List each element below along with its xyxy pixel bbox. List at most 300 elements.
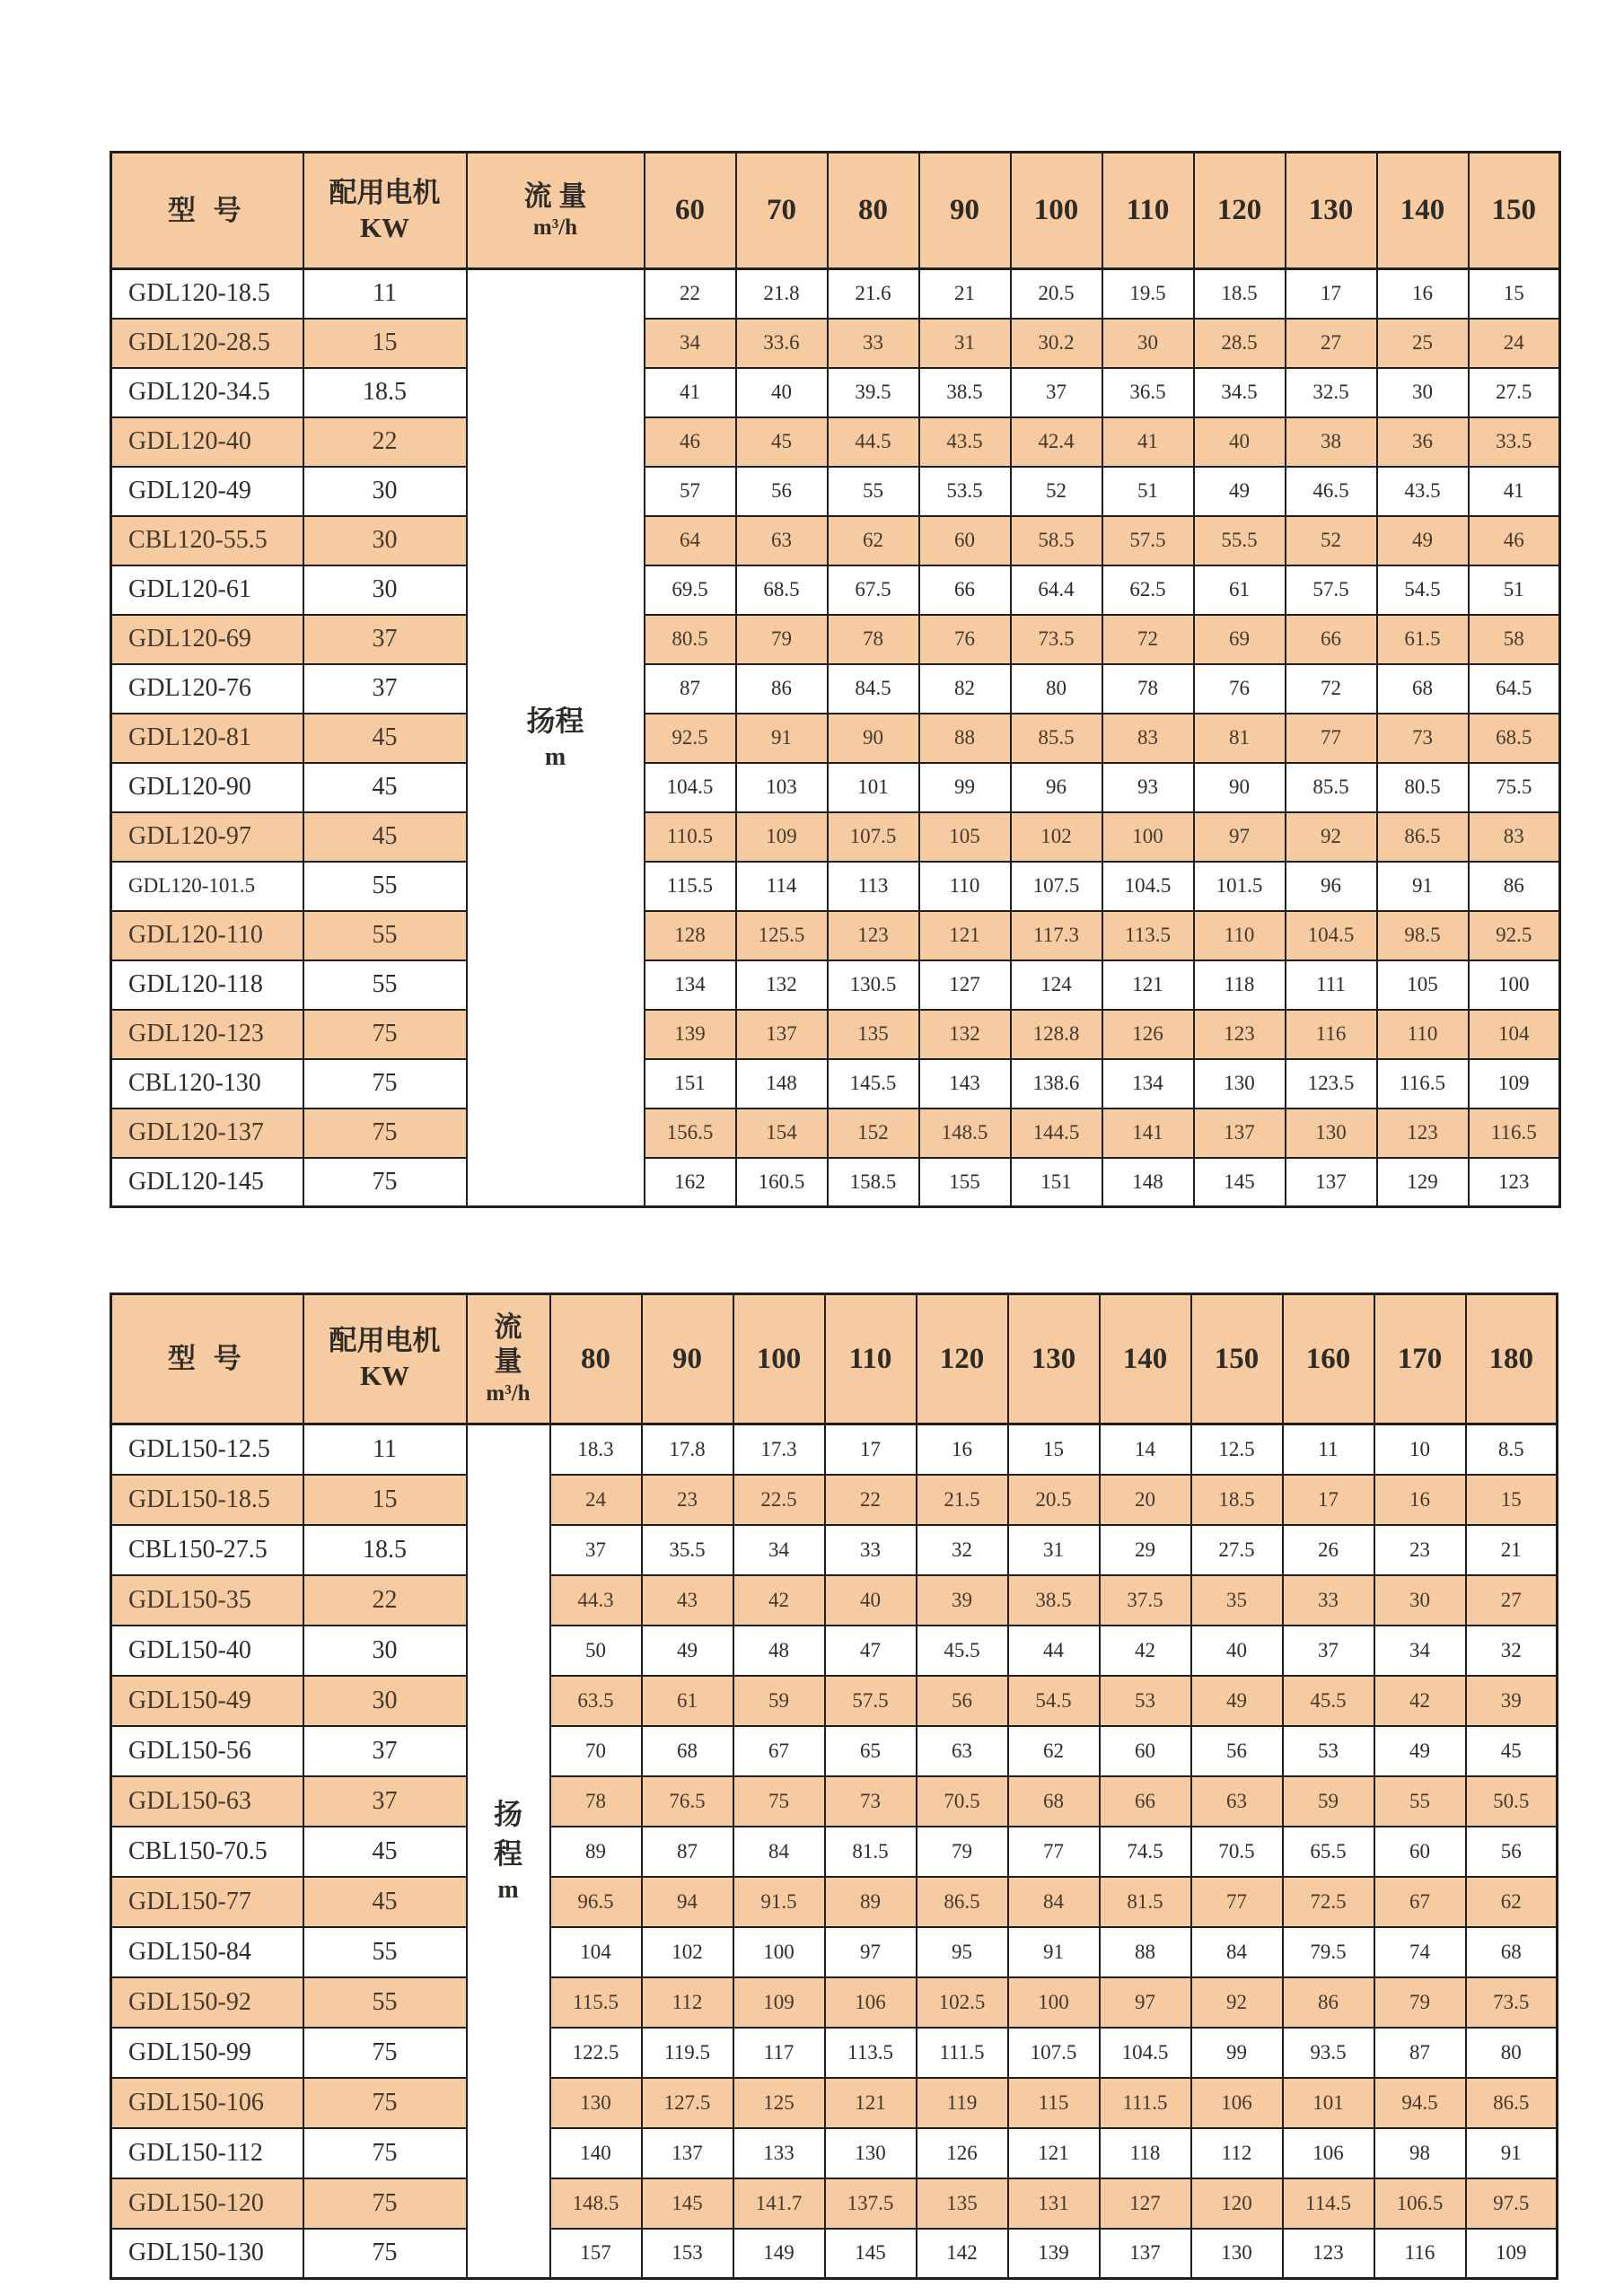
head-value-cell bbox=[1194, 565, 1286, 615]
head-value-cell-text: 151 bbox=[1040, 1170, 1072, 1193]
head-value-cell bbox=[1286, 960, 1377, 1010]
head-value-cell bbox=[1011, 615, 1102, 664]
head-value-cell-text: 130 bbox=[855, 2141, 886, 2164]
head-value-cell-text: 98.5 bbox=[1404, 924, 1441, 946]
head-value-cell-text: 30 bbox=[1412, 381, 1433, 403]
flow-rate-header-text: 180 bbox=[1488, 1342, 1533, 1375]
motor-kw-cell-text: 37 bbox=[372, 625, 398, 653]
head-value-cell bbox=[1102, 368, 1194, 417]
table-row bbox=[111, 714, 1560, 763]
head-value-cell-text: 126 bbox=[946, 2141, 978, 2164]
model-cell bbox=[111, 1059, 303, 1109]
head-value-cell bbox=[1008, 1726, 1100, 1776]
head-value-cell-text: 118 bbox=[1224, 973, 1255, 995]
head-value-cell-text: 145 bbox=[855, 2241, 886, 2265]
head-value-cell bbox=[1191, 1575, 1283, 1626]
table-row bbox=[111, 1158, 1560, 1207]
head-value-cell bbox=[825, 1575, 917, 1626]
model-cell-text: GDL150-40 bbox=[128, 1635, 251, 1664]
head-value-cell bbox=[1286, 911, 1377, 960]
head-value-cell bbox=[828, 615, 919, 664]
head-value-cell-text: 68 bbox=[677, 1739, 698, 1762]
flow-rate-header bbox=[1008, 1294, 1100, 1424]
head-unit-label-text: m bbox=[544, 742, 566, 771]
head-value-cell bbox=[828, 664, 919, 714]
head-value-cell bbox=[1377, 911, 1469, 960]
motor-column-header-text: KW bbox=[359, 1360, 410, 1391]
head-value-cell-text: 145 bbox=[1224, 1170, 1255, 1193]
head-value-cell-text: 97 bbox=[860, 1940, 881, 1963]
flow-rate-header bbox=[1011, 153, 1102, 269]
head-value-cell-text: 110 bbox=[1407, 1022, 1438, 1045]
motor-kw-cell bbox=[303, 1424, 467, 1475]
head-value-cell bbox=[550, 2229, 642, 2279]
head-value-cell bbox=[1011, 319, 1102, 368]
motor-kw-cell-text: 75 bbox=[372, 1069, 398, 1097]
flow-rate-header-text: 140 bbox=[1122, 1342, 1168, 1375]
head-value-cell bbox=[1469, 467, 1560, 516]
flow-rate-header bbox=[917, 1294, 1008, 1424]
head-value-cell-text: 56 bbox=[952, 1688, 972, 1712]
head-value-cell bbox=[1286, 1109, 1377, 1158]
table-row bbox=[111, 1626, 1558, 1676]
flow-rate-header-text: 110 bbox=[848, 1342, 892, 1375]
head-value-cell bbox=[919, 269, 1011, 319]
head-value-cell bbox=[736, 368, 828, 417]
head-value-cell bbox=[825, 1424, 917, 1475]
model-cell bbox=[111, 1676, 303, 1726]
head-value-cell-text: 35.5 bbox=[669, 1538, 706, 1561]
flow-rate-header bbox=[550, 1294, 642, 1424]
head-value-cell-text: 138.6 bbox=[1032, 1072, 1080, 1094]
head-value-cell-text: 91.5 bbox=[760, 1889, 797, 1913]
head-value-cell bbox=[733, 1877, 825, 1927]
table-row bbox=[111, 812, 1560, 862]
head-value-cell-text: 23 bbox=[1409, 1538, 1430, 1561]
model-cell-text: GDL150-84 bbox=[128, 1937, 251, 1966]
model-cell-text: CBL120-55.5 bbox=[128, 526, 268, 554]
head-value-cell bbox=[645, 417, 736, 467]
head-value-cell-text: 64.5 bbox=[1496, 677, 1532, 699]
head-value-cell bbox=[919, 1059, 1011, 1109]
head-value-cell bbox=[550, 2128, 642, 2178]
motor-kw-cell-text: 45 bbox=[372, 1887, 398, 1915]
head-value-cell bbox=[550, 1877, 642, 1927]
head-value-cell bbox=[917, 1877, 1008, 1927]
head-value-cell-text: 109 bbox=[1498, 1072, 1530, 1094]
head-value-cell-text: 106 bbox=[1221, 2090, 1252, 2114]
head-value-cell bbox=[1283, 1626, 1374, 1676]
head-value-cell-text: 116.5 bbox=[1490, 1121, 1537, 1144]
head-value-cell bbox=[550, 1776, 642, 1827]
head-value-cell-text: 123 bbox=[857, 924, 889, 946]
head-value-cell bbox=[828, 960, 919, 1010]
head-value-cell bbox=[1102, 1109, 1194, 1158]
head-value-cell-text: 96.5 bbox=[577, 1889, 614, 1913]
head-value-cell bbox=[828, 911, 919, 960]
table-row bbox=[111, 1927, 1558, 1977]
head-value-cell-text: 33 bbox=[1318, 1588, 1339, 1611]
head-value-cell bbox=[645, 467, 736, 516]
head-value-cell bbox=[1283, 2128, 1374, 2178]
motor-kw-cell bbox=[303, 1776, 467, 1827]
head-value-cell bbox=[1283, 1977, 1374, 2028]
pump-table-gdl150 bbox=[110, 1293, 1558, 2280]
flow-column-header bbox=[467, 153, 645, 269]
head-value-cell-text: 77 bbox=[1043, 1839, 1064, 1862]
head-value-cell-text: 45 bbox=[771, 430, 792, 452]
head-value-cell bbox=[550, 2028, 642, 2078]
head-value-cell bbox=[825, 1676, 917, 1726]
flow-rate-header-text: 170 bbox=[1397, 1342, 1443, 1375]
head-value-cell bbox=[736, 664, 828, 714]
head-value-cell bbox=[1008, 1776, 1100, 1827]
head-value-cell bbox=[1469, 664, 1560, 714]
motor-kw-cell bbox=[303, 615, 467, 664]
head-value-cell-text: 79 bbox=[952, 1839, 972, 1862]
motor-kw-cell bbox=[303, 1726, 467, 1776]
head-value-cell-text: 56 bbox=[1226, 1739, 1247, 1762]
model-cell bbox=[111, 911, 303, 960]
head-value-cell-text: 141.7 bbox=[755, 2191, 803, 2214]
head-value-cell-text: 42 bbox=[1135, 1638, 1155, 1661]
head-value-cell-text: 127 bbox=[949, 973, 980, 995]
head-value-cell-text: 105 bbox=[949, 825, 980, 847]
head-value-cell bbox=[1194, 812, 1286, 862]
head-value-cell-text: 15 bbox=[1503, 282, 1524, 305]
header-row bbox=[111, 1294, 1558, 1424]
head-value-cell-text: 51 bbox=[1503, 578, 1524, 600]
head-value-cell bbox=[1466, 1475, 1558, 1525]
head-value-cell-text: 110 bbox=[949, 874, 980, 897]
head-value-cell bbox=[919, 1010, 1011, 1059]
head-value-cell-text: 78 bbox=[1137, 677, 1158, 699]
model-cell-text: GDL120-49 bbox=[128, 477, 251, 504]
head-value-cell-text: 21.5 bbox=[944, 1487, 980, 1511]
model-cell bbox=[111, 763, 303, 812]
head-value-cell bbox=[1469, 565, 1560, 615]
head-value-cell-text: 56 bbox=[771, 479, 792, 502]
model-cell bbox=[111, 1726, 303, 1776]
head-value-cell-text: 114 bbox=[766, 874, 797, 897]
head-value-cell-text: 17.8 bbox=[669, 1437, 706, 1460]
head-value-cell-text: 76 bbox=[1229, 677, 1250, 699]
head-value-cell-text: 75 bbox=[768, 1789, 789, 1812]
head-value-cell-text: 59 bbox=[1318, 1789, 1339, 1812]
head-value-cell bbox=[1008, 2028, 1100, 2078]
head-value-cell-text: 123 bbox=[1407, 1121, 1438, 1144]
head-value-cell bbox=[1377, 516, 1469, 565]
model-cell-text: CBL150-70.5 bbox=[128, 1836, 268, 1865]
head-value-cell bbox=[1008, 1424, 1100, 1475]
head-value-cell-text: 39 bbox=[1500, 1688, 1522, 1712]
table-body bbox=[111, 269, 1560, 1207]
head-value-cell-text: 41 bbox=[680, 381, 700, 403]
head-value-cell bbox=[1469, 615, 1560, 664]
head-value-cell-text: 106 bbox=[855, 1990, 886, 2013]
head-value-cell bbox=[733, 1776, 825, 1827]
head-value-cell bbox=[828, 319, 919, 368]
head-value-cell-text: 69 bbox=[1229, 627, 1250, 650]
head-value-cell-text: 151 bbox=[674, 1072, 706, 1094]
head-value-cell bbox=[550, 1827, 642, 1877]
head-value-cell bbox=[1286, 714, 1377, 763]
head-value-cell bbox=[1469, 1158, 1560, 1207]
pump-table-gdl120 bbox=[110, 151, 1561, 1208]
head-value-cell-text: 110 bbox=[1224, 924, 1255, 946]
head-value-cell-text: 86 bbox=[1503, 874, 1524, 897]
head-value-cell-text: 27.5 bbox=[1218, 1538, 1255, 1561]
head-value-cell-text: 92 bbox=[1321, 825, 1341, 847]
head-value-cell-text: 97.5 bbox=[1493, 2191, 1530, 2214]
head-value-cell bbox=[1469, 911, 1560, 960]
head-value-cell bbox=[919, 1158, 1011, 1207]
head-value-cell bbox=[917, 1827, 1008, 1877]
motor-kw-cell bbox=[303, 812, 467, 862]
head-value-cell-text: 60 bbox=[1135, 1739, 1155, 1762]
head-value-cell-text: 111.5 bbox=[1122, 2090, 1168, 2114]
head-value-cell bbox=[1377, 467, 1469, 516]
head-value-cell bbox=[1100, 2078, 1191, 2128]
motor-kw-cell-text: 18.5 bbox=[363, 378, 407, 406]
head-value-cell bbox=[1100, 1927, 1191, 1977]
head-value-cell bbox=[1191, 1525, 1283, 1575]
flow-column-header-text: 量 bbox=[494, 1345, 522, 1378]
head-value-cell bbox=[1194, 714, 1286, 763]
model-cell bbox=[111, 664, 303, 714]
head-value-cell bbox=[736, 960, 828, 1010]
head-value-cell-text: 148 bbox=[1132, 1170, 1163, 1193]
head-value-cell bbox=[1011, 862, 1102, 911]
head-value-cell-text: 58 bbox=[1503, 627, 1524, 650]
table-row bbox=[111, 1877, 1558, 1927]
head-value-cell-text: 96 bbox=[1321, 874, 1341, 897]
head-value-cell bbox=[1377, 714, 1469, 763]
head-value-cell bbox=[919, 368, 1011, 417]
model-cell-text: GDL120-110 bbox=[128, 921, 263, 949]
head-value-cell-text: 69.5 bbox=[672, 578, 708, 600]
model-column-header bbox=[111, 153, 303, 269]
head-value-cell bbox=[1194, 1158, 1286, 1207]
head-value-cell bbox=[1194, 862, 1286, 911]
head-value-cell bbox=[828, 368, 919, 417]
head-value-cell-text: 34 bbox=[680, 331, 700, 354]
head-value-cell bbox=[1374, 2078, 1466, 2128]
head-value-cell bbox=[917, 1776, 1008, 1827]
head-value-cell bbox=[642, 1977, 733, 2028]
head-value-cell bbox=[1194, 319, 1286, 368]
head-value-cell-text: 121 bbox=[855, 2090, 886, 2114]
model-column-header-text: 型 号 bbox=[167, 194, 247, 226]
table-header bbox=[111, 1294, 1558, 1424]
head-value-cell-text: 44 bbox=[1043, 1638, 1064, 1661]
head-value-cell bbox=[1102, 1059, 1194, 1109]
motor-kw-cell-text: 11 bbox=[373, 279, 397, 308]
head-value-cell-text: 70 bbox=[585, 1739, 606, 1762]
table-row bbox=[111, 565, 1560, 615]
head-value-cell-text: 135 bbox=[857, 1022, 889, 1045]
head-value-cell-text: 119 bbox=[946, 2090, 978, 2114]
head-value-cell-text: 68 bbox=[1412, 677, 1433, 699]
model-cell-text: GDL120-90 bbox=[128, 773, 251, 801]
head-value-cell bbox=[919, 714, 1011, 763]
head-value-cell-text: 91 bbox=[1043, 1940, 1064, 1963]
head-value-cell bbox=[828, 516, 919, 565]
head-value-cell-text: 86.5 bbox=[944, 1889, 980, 1913]
motor-kw-cell-text: 22 bbox=[372, 1585, 398, 1614]
head-value-cell-text: 130 bbox=[580, 2090, 611, 2114]
head-value-cell-text: 107.5 bbox=[1032, 874, 1080, 897]
head-value-cell-text: 86 bbox=[1318, 1990, 1339, 2013]
flow-rate-header bbox=[1469, 153, 1560, 269]
head-value-cell bbox=[919, 615, 1011, 664]
head-unit-label bbox=[467, 269, 645, 1207]
head-value-cell bbox=[1466, 1525, 1558, 1575]
head-value-cell-text: 52 bbox=[1321, 529, 1341, 551]
head-value-cell-text: 81 bbox=[1229, 726, 1250, 749]
head-value-cell bbox=[736, 911, 828, 960]
head-value-cell-text: 120 bbox=[1221, 2191, 1252, 2214]
motor-kw-cell bbox=[303, 1059, 467, 1109]
motor-kw-cell bbox=[303, 319, 467, 368]
head-value-cell-text: 57.5 bbox=[852, 1688, 889, 1712]
head-value-cell-text: 67 bbox=[768, 1739, 789, 1762]
head-value-cell-text: 104 bbox=[1498, 1022, 1530, 1045]
head-unit-label bbox=[467, 1424, 550, 2279]
model-cell-text: GDL150-56 bbox=[128, 1736, 251, 1765]
head-value-cell bbox=[1011, 368, 1102, 417]
head-value-cell bbox=[828, 565, 919, 615]
head-value-cell bbox=[1374, 2128, 1466, 2178]
table-row bbox=[111, 1575, 1558, 1626]
head-value-cell-text: 48 bbox=[768, 1638, 789, 1661]
head-value-cell-text: 116 bbox=[1315, 1022, 1347, 1045]
head-value-cell-text: 83 bbox=[1137, 726, 1158, 749]
head-value-cell bbox=[1100, 2178, 1191, 2229]
head-value-cell bbox=[1102, 516, 1194, 565]
model-cell-text: GDL150-130 bbox=[128, 2239, 264, 2267]
head-value-cell-text: 137 bbox=[672, 2141, 703, 2164]
head-value-cell-text: 93.5 bbox=[1310, 2040, 1347, 2064]
head-value-cell bbox=[1008, 1575, 1100, 1626]
model-cell-text: GDL150-92 bbox=[128, 1987, 251, 2016]
head-unit-label-text: 扬 bbox=[493, 1798, 522, 1831]
head-value-cell bbox=[1194, 1010, 1286, 1059]
head-value-cell-text: 60 bbox=[1409, 1839, 1430, 1862]
head-value-cell-text: 50 bbox=[585, 1638, 606, 1661]
head-value-cell bbox=[736, 467, 828, 516]
motor-kw-cell bbox=[303, 368, 467, 417]
head-value-cell bbox=[1377, 269, 1469, 319]
head-value-cell bbox=[1466, 2128, 1558, 2178]
head-value-cell-text: 49 bbox=[1412, 529, 1433, 551]
head-value-cell-text: 65.5 bbox=[1310, 1839, 1347, 1862]
head-value-cell bbox=[1191, 1827, 1283, 1877]
head-value-cell bbox=[1469, 1010, 1560, 1059]
head-value-cell-text: 92 bbox=[1226, 1990, 1247, 2013]
model-cell bbox=[111, 2128, 303, 2178]
head-value-cell-text: 63.5 bbox=[577, 1688, 614, 1712]
flow-rate-header-text: 100 bbox=[756, 1342, 802, 1375]
head-value-cell bbox=[1283, 1475, 1374, 1525]
model-cell bbox=[111, 2229, 303, 2279]
head-value-cell bbox=[1286, 368, 1377, 417]
head-value-cell-text: 61 bbox=[677, 1688, 698, 1712]
head-value-cell bbox=[1374, 1424, 1466, 1475]
head-value-cell-text: 73.5 bbox=[1038, 627, 1075, 650]
motor-kw-cell bbox=[303, 2028, 467, 2078]
model-cell bbox=[111, 1424, 303, 1475]
model-cell bbox=[111, 1010, 303, 1059]
head-value-cell-text: 17.3 bbox=[760, 1437, 797, 1460]
head-value-cell bbox=[1283, 1726, 1374, 1776]
head-value-cell bbox=[1374, 1575, 1466, 1626]
head-value-cell-text: 49 bbox=[1409, 1739, 1430, 1762]
head-value-cell bbox=[1008, 1475, 1100, 1525]
head-value-cell-text: 31 bbox=[954, 331, 975, 354]
head-value-cell-text: 38 bbox=[1321, 430, 1341, 452]
head-value-cell bbox=[1466, 1424, 1558, 1475]
head-value-cell-text: 22 bbox=[860, 1487, 881, 1511]
head-value-cell-text: 131 bbox=[1038, 2191, 1069, 2214]
head-value-cell bbox=[1374, 1726, 1466, 1776]
head-value-cell bbox=[736, 269, 828, 319]
head-value-cell bbox=[1194, 960, 1286, 1010]
head-value-cell-text: 99 bbox=[1226, 2040, 1247, 2064]
flow-rate-header-text: 130 bbox=[1031, 1342, 1076, 1375]
head-value-cell-text: 142 bbox=[946, 2241, 978, 2265]
head-value-cell bbox=[642, 1424, 733, 1475]
head-value-cell-text: 139 bbox=[674, 1022, 706, 1045]
head-value-cell bbox=[642, 2028, 733, 2078]
head-value-cell-text: 87 bbox=[677, 1839, 698, 1862]
head-value-cell bbox=[550, 1927, 642, 1977]
head-value-cell-text: 11 bbox=[1318, 1437, 1339, 1460]
head-value-cell bbox=[1377, 565, 1469, 615]
head-value-cell bbox=[1011, 467, 1102, 516]
model-cell bbox=[111, 615, 303, 664]
head-value-cell-text: 102 bbox=[672, 1940, 703, 1963]
motor-column-header-text: 配用电机 bbox=[329, 176, 441, 208]
head-value-cell-text: 90 bbox=[1229, 776, 1250, 798]
head-value-cell-text: 37 bbox=[585, 1538, 606, 1561]
model-cell-text: CBL120-130 bbox=[128, 1069, 261, 1097]
head-value-cell-text: 86 bbox=[771, 677, 792, 699]
head-value-cell-text: 55 bbox=[1409, 1789, 1430, 1812]
head-value-cell bbox=[1374, 1877, 1466, 1927]
head-value-cell bbox=[1283, 1424, 1374, 1475]
head-value-cell-text: 66 bbox=[1135, 1789, 1155, 1812]
head-value-cell bbox=[919, 812, 1011, 862]
head-value-cell bbox=[1011, 664, 1102, 714]
head-value-cell-text: 17 bbox=[1321, 282, 1341, 305]
head-value-cell bbox=[642, 1927, 733, 1977]
head-value-cell bbox=[919, 960, 1011, 1010]
head-value-cell bbox=[733, 1827, 825, 1877]
motor-kw-cell bbox=[303, 1109, 467, 1158]
head-value-cell bbox=[645, 1109, 736, 1158]
head-value-cell bbox=[642, 2229, 733, 2279]
head-value-cell-text: 39.5 bbox=[855, 381, 891, 403]
table-header bbox=[111, 153, 1560, 269]
head-value-cell bbox=[917, 2229, 1008, 2279]
head-value-cell-text: 33 bbox=[863, 331, 883, 354]
head-value-cell-text: 114.5 bbox=[1305, 2191, 1351, 2214]
head-value-cell-text: 42 bbox=[768, 1588, 789, 1611]
motor-kw-cell-text: 45 bbox=[372, 822, 398, 850]
motor-kw-cell bbox=[303, 714, 467, 763]
head-value-cell-text: 104 bbox=[580, 1940, 611, 1963]
